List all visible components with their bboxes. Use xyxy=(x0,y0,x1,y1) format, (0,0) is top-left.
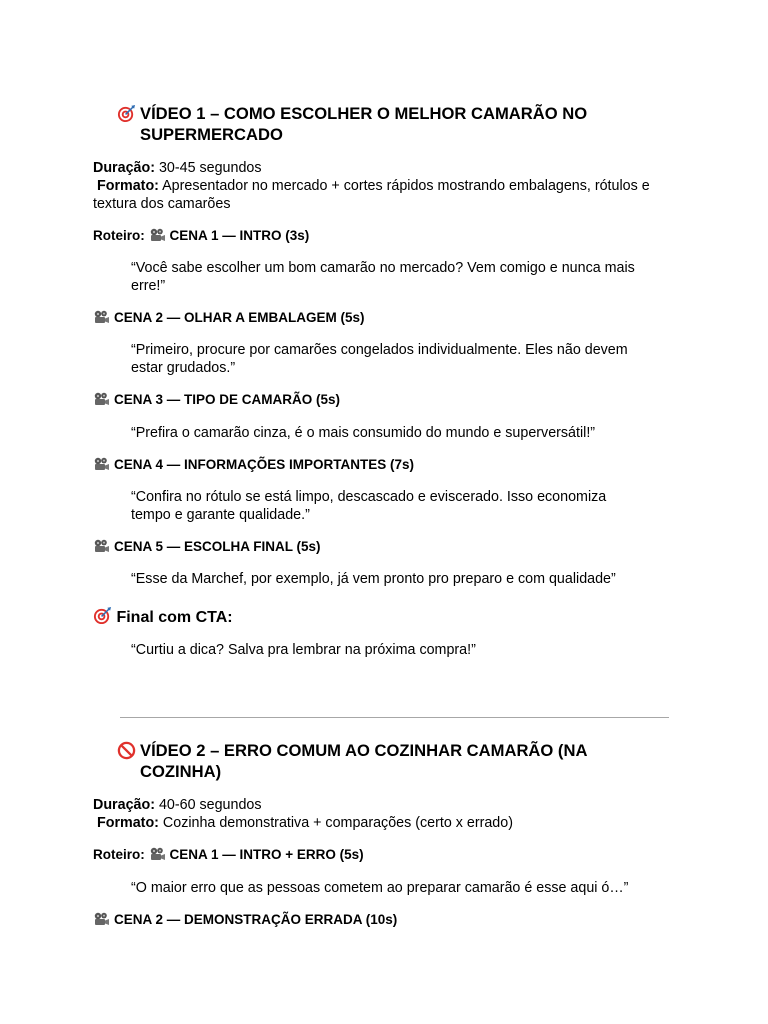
scene-title: CENA 5 — ESCOLHA FINAL (5s) xyxy=(114,539,321,554)
video2-heading xyxy=(117,740,637,782)
camera-icon xyxy=(93,912,110,926)
video2-format xyxy=(93,814,513,832)
video1-scene-2-heading xyxy=(93,309,365,327)
format-label: Formato: xyxy=(96,815,159,831)
camera-icon xyxy=(93,539,110,553)
video2-duration xyxy=(93,796,262,814)
video1-scene-3-heading xyxy=(93,391,340,409)
video1-scene-5-quote: “Esse da Marchef, por exemplo, já vem pronto pro preparo e com qualidade” xyxy=(131,571,616,587)
format-value: Apresentador no mercado + cortes rápidos mostrando embalagens, rótulos e textura dos camarões xyxy=(93,178,650,212)
format-label: Formato: xyxy=(96,178,159,194)
video1-format xyxy=(93,177,663,213)
scene-title: CENA 1 — INTRO + ERRO (5s) xyxy=(169,847,364,862)
camera-icon xyxy=(149,228,166,242)
video1-scene-1-quote: “Você sabe escolher um bom camarão no mercado? Vem comigo e nunca mais erre!” xyxy=(131,260,635,294)
section-divider xyxy=(120,717,669,718)
video1-scene-4-heading xyxy=(93,456,414,474)
video1-cta-quote: “Curtiu a dica? Salva pra lembrar na próxima compra!” xyxy=(131,642,476,658)
scene-title: CENA 3 — TIPO DE CAMARÃO (5s) xyxy=(114,392,341,407)
video2-scene-1-quote: “O maior erro que as pessoas cometem ao preparar camarão é esse aqui ó…” xyxy=(131,880,629,896)
camera-icon xyxy=(93,310,110,324)
duration-label: Duração: xyxy=(93,160,155,176)
cta-title: Final com CTA: xyxy=(116,609,233,626)
scene-title: CENA 4 — INFORMAÇÕES IMPORTANTES (7s) xyxy=(114,457,415,472)
video1-scene-4-quote: “Confira no rótulo se está limpo, descascado e eviscerado. Isso economiza tempo e garante qualidade.” xyxy=(131,489,607,523)
duration-value: 30-45 segundos xyxy=(158,160,262,176)
duration-value: 40-60 segundos xyxy=(158,797,262,813)
script-label: Roteiro: xyxy=(93,847,145,862)
video1-cta-heading xyxy=(93,606,233,627)
video2-title: VÍDEO 2 – ERRO COMUM AO COZINHAR CAMARÃO (NA COZINHA) xyxy=(140,741,587,781)
camera-icon xyxy=(93,457,110,471)
prohibited-icon xyxy=(117,741,136,762)
video1-duration xyxy=(93,159,262,177)
scene-title: CENA 2 — OLHAR A EMBALAGEM (5s) xyxy=(114,310,365,325)
scene-title: CENA 1 — INTRO (3s) xyxy=(169,228,310,243)
duration-label: Duração: xyxy=(93,797,155,813)
camera-icon xyxy=(149,847,166,861)
video1-scene-5-heading xyxy=(93,538,321,556)
target-icon xyxy=(93,606,112,625)
video1-scene-2-quote: “Primeiro, procure por camarões congelados individualmente. Eles não devem estar grudados.” xyxy=(131,342,628,376)
video1-scene-1-heading xyxy=(93,227,309,245)
format-value: Cozinha demonstrativa + comparações (certo x errado) xyxy=(162,815,513,831)
target-icon xyxy=(117,104,136,125)
video1-heading xyxy=(117,103,637,145)
script-label: Roteiro: xyxy=(93,228,145,243)
video2-scene-2-heading xyxy=(93,911,397,929)
video1-title: VÍDEO 1 – COMO ESCOLHER O MELHOR CAMARÃO NO SUPERMERCADO xyxy=(140,104,588,144)
scene-title: CENA 2 — DEMONSTRAÇÃO ERRADA (10s) xyxy=(114,912,398,927)
video1-scene-3-quote: “Prefira o camarão cinza, é o mais consumido do mundo e superversátil!” xyxy=(131,425,596,441)
video2-scene-1-heading xyxy=(93,846,364,864)
camera-icon xyxy=(93,392,110,406)
